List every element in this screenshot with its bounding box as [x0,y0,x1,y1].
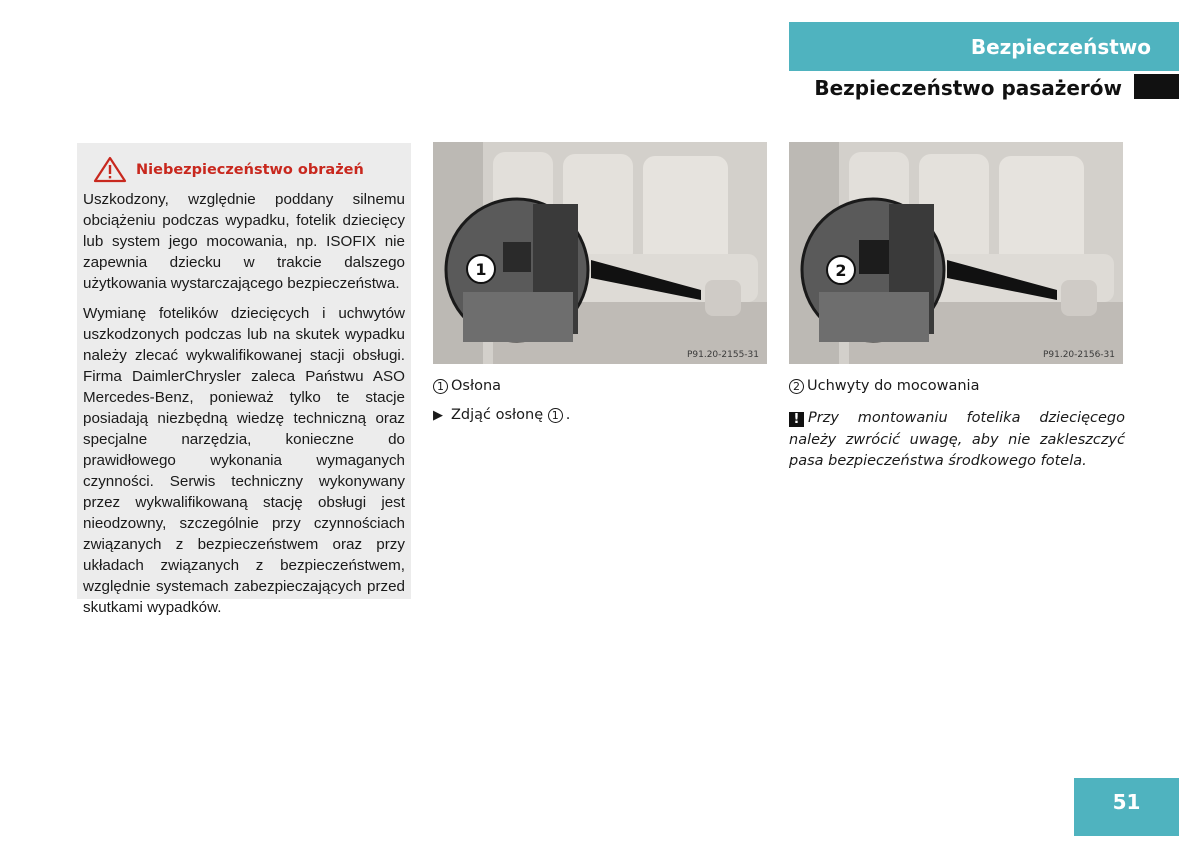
caption-text-1: Osłona [451,378,502,394]
exclamation-icon: ! [789,412,804,427]
instruction-ref: 1 [548,408,563,423]
caption-number-2: 2 [789,379,804,394]
subsection-marker [1134,74,1179,99]
note-text: Przy montowaniu fotelika dziecięcego należy zwrócić uwagę, aby nie zakleszczyć pasa bezpieczeństwa środkowego fotela. [789,410,1125,469]
instruction-step [433,407,570,423]
figure-code-1: P91.20-2155-31 [686,350,759,360]
subsection-title: Bezpieczeństwo pasażerów [814,76,1122,100]
section-title: Bezpieczeństwo [970,34,1151,59]
seat-photo-2 [789,142,1123,364]
callout-1: 1 [475,260,487,279]
figure-2-caption [789,378,979,394]
warning-box [77,143,411,616]
instruction-text: Zdjąć osłonę [451,407,544,423]
figure-1-caption [433,378,501,394]
caption-number-1: 1 [433,379,448,394]
warning-paragraph-2: Wymianę fotelików dziecięcych i uchwytów uszkodzonych podczas lub na skutek wypadku należy zlecać wykwalifikowanej stacji obsługi. Firma DaimlerChrysler zaleca Państwu ASO Mercedes-Benz, ponieważ tylko te stacje posiadają niezbędną wiedzę techniczną oraz specjalne narzędzia, konieczne do prawidłowego wykonania wymaganych czynności. Serwis techniczny wykonywany przez wykwalifikowaną stację obsługi jest nieodzowny, szczególnie przy czynnościach związanych z bezpieczeństwem oraz przy układach związanych z bezpieczeństwem, względnie systemach zabezpieczających przed skutkami wypadków. [83,305,405,616]
callout-2: 2 [835,261,847,280]
note [789,408,1125,473]
caption-text-2: Uchwyty do mocowania [807,378,980,394]
instruction-end: . [565,407,571,423]
seat-photo-1 [433,142,767,364]
page-number: 51 [1112,790,1141,814]
figure-code-2: P91.20-2156-31 [1042,350,1115,360]
triangle-right-icon: ▶ [433,407,443,423]
warning-paragraph-1: Uszkodzony, względnie poddany silnemu obciążeniu podczas wypadku, fotelik dziecięcy lub system jego mocowania, np. ISOFIX nie zapewnia dziecku w trakcie dalszego użytkowania wystarczającego bezpieczeństwa. [83,191,405,292]
section-tab [789,22,1179,71]
page-number-box [1074,778,1179,836]
warning-title: Niebezpieczeństwo obrażeń [136,161,364,178]
warning-triangle-icon [93,156,127,183]
warning-header [83,156,405,183]
